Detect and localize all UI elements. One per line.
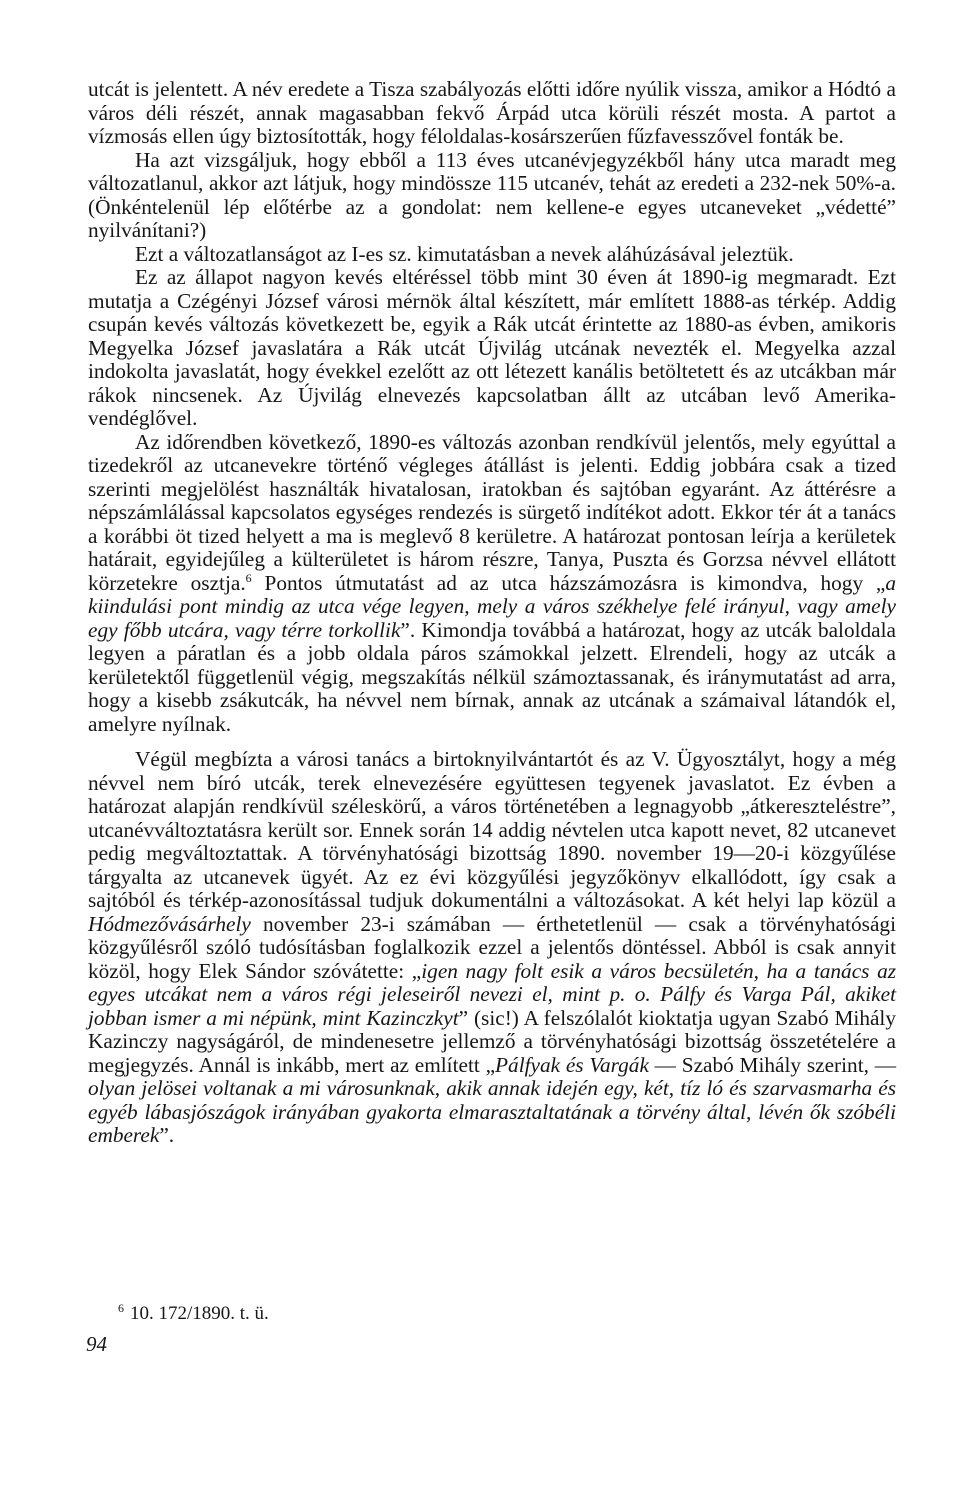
italic-run: a kiindulási pont mindig az utca vége legyen, mely a város székhelye felé irányul, vagy amely egy főbb utcára, vagy térre torkollik — [88, 570, 897, 642]
footnote-number: 6 — [118, 1300, 124, 1315]
italic-run: igen nagy folt esik a város becsületén, ha a tanács az egyes utcákat nem a város régi jeleseiről nevezi el, mint p. o. Pálfy és Varga Pál, akiket jobban ismer a mi népünk, mint Kazinczkyt — [88, 958, 897, 1030]
paragraph — [88, 243, 896, 267]
footnote — [118, 1300, 269, 1325]
italic-run: Hódmezővásárhely — [88, 911, 251, 936]
text-run: utcát is jelentett. A név eredete a Tisza szabályozás előtti időre nyúlik vissza, amikor a Hódtó a város déli részét, annak magasabban fekvő Árpád utca körüli részét mosta. A partot a vízmosás ellen úgy biztosították, hogy féloldalas-kosárszerűen fűzfavesszővel fonták be. — [88, 77, 896, 148]
text-run: ” (sic!) A felszólalót kioktatja ugyan Szabó Mihály Kazinczy nagyságáról, de mindenesetre jellemző a törvényhatósági bizottság összetételére a megjegyzés. Annál is inkább, mert az említett „ — [88, 1005, 896, 1077]
italic-run: olyan jelösei voltanak a mi városunknak, akik annak idején egy, két, tíz ló és szarvasmarha és egyéb lábasjószágok irányában gyakorta elmarasztaltatának a törvény által, lévén ők szóbéli emberek — [88, 1076, 896, 1147]
italic-run: Pálfyak és Vargák — [495, 1052, 649, 1077]
text-run: Végül megbízta a városi tanács a birtoknyilvántartót és az V. Ügyosztályt, hogy a még névvel nem bíró utcák, terek elnevezésére együttesen tegyenek javaslatot. Ez évben a határozat alapján rendkívül széleskörű, a város történetében a legnagyobb „átkereszteléstre”, utcanévváltoztatásra került sor. Ennek során 14 addig névtelen utca kapott nevet, 82 utcanevet pedig megváltoztattak. A törvényhatósági bizottság 1890. november 19—20-i közgyűlése tárgyalta az utcanevek ügyét. Az ez évi közgyűlési jegyzőkönyv elkallódott, így csak a sajtóból és térkép-azonosítással tudjuk dokumentálni a változásokat. A két helyi lap közül a — [88, 747, 896, 912]
footnote-text: 10. 172/1890. t. ü. — [130, 1303, 269, 1324]
text-run: Ezt a változatlanságot az I-es sz. kimutatásban a nevek aláhúzásával jeleztük. — [135, 241, 794, 266]
paragraph — [88, 149, 896, 243]
text-run: Ez az állapot nagyon kevés eltéréssel több mint 30 éven át 1890-ig megmaradt. Ezt mutatja a Czégényi József városi mérnök által készített, már említett 1888-as térkép. Addig csupán kevés változás következett be, egyik a Rák utcát érintette az 1880-as évben, amikoris Megyelka József javaslatára a Rák utcát Újvilág utcának nevezték el. Megyelka azzal indokolta javaslatát, hogy évekkel ezelőtt az ott létezett kanális betöltetett és az utcákban már rákok nincsenek. Az Újvilág elnevezés kapcsolatban állt az utcában levő Amerika-vendéglővel. — [88, 265, 896, 430]
text-run: Ha azt vizsgáljuk, hogy ebből a 113 éves utcanévjegyzékből hány utca maradt meg változatlanul, akkor azt látjuk, hogy mindössze 115 utcanév, tehát az eredeti a 232-nek 50%-a. (Önkéntelenül lép előtérbe az a gondolat: nem kellene-e egyes utcaneveket „védetté” nyilvánítani?) — [88, 147, 896, 242]
text-run: Az időrendben következő, 1890-es változás azonban rendkívül jelentős, mely egyúttal a tizedekről az utcanevekre történő végleges átállást is jelenti. Eddig jobbára csak a tized szerinti megjelölést használták hivatalosan, iratokban és sajtóban egyaránt. Az áttérésre a népszámlálással kapcsolatos egységes rendezés is sürgető indítékot adott. Ekkor tér át a tanács a korábbi öt tized helyett a ma is meglevő 8 kerületre. A határozat pontosan leírja a kerületek határait, egyidejűleg a külterületet is három részre, Tanya, Puszta és Gorzsa névvel ellátott körzetekre osztja. — [88, 429, 896, 595]
paragraph — [88, 431, 896, 737]
text-run: — Szabó Mihály szerint, — — [648, 1052, 896, 1077]
paragraph — [88, 266, 896, 431]
text-run: ”. — [159, 1123, 175, 1147]
footnote-reference: 6 — [245, 570, 252, 585]
main-text — [88, 78, 896, 1148]
paragraph — [88, 748, 896, 1148]
page-number: 94 — [86, 1332, 107, 1356]
paragraph — [88, 78, 896, 149]
text-run: ”. Kimondja továbbá a határozat, hogy az utcák baloldala legyen a páratlan és a jobb oldala páros számokkal jelzett. Elrendeli, hogy az utcák a kerületektől függetlenül végig, megszakítás nélkül számoztassanak, és iránymutatást ad arra, hogy a kisebb zsákutcák, ha névvel nem bírnak, annak az utcának a számaival látandók el, amelyre nyílnak. — [88, 617, 896, 736]
text-run: november 23-i számában — érthetetlenül — csak a törvényhatósági közgyűlésről szóló tudósításban foglalkozik ezzel a jelentős döntéssel. Abból is csak annyit közöl, hogy Elek Sándor szóvátette: „ — [88, 911, 896, 983]
text-run: Pontos útmutatást ad az utca házszámozásra is kimondva, hogy „ — [251, 570, 886, 595]
